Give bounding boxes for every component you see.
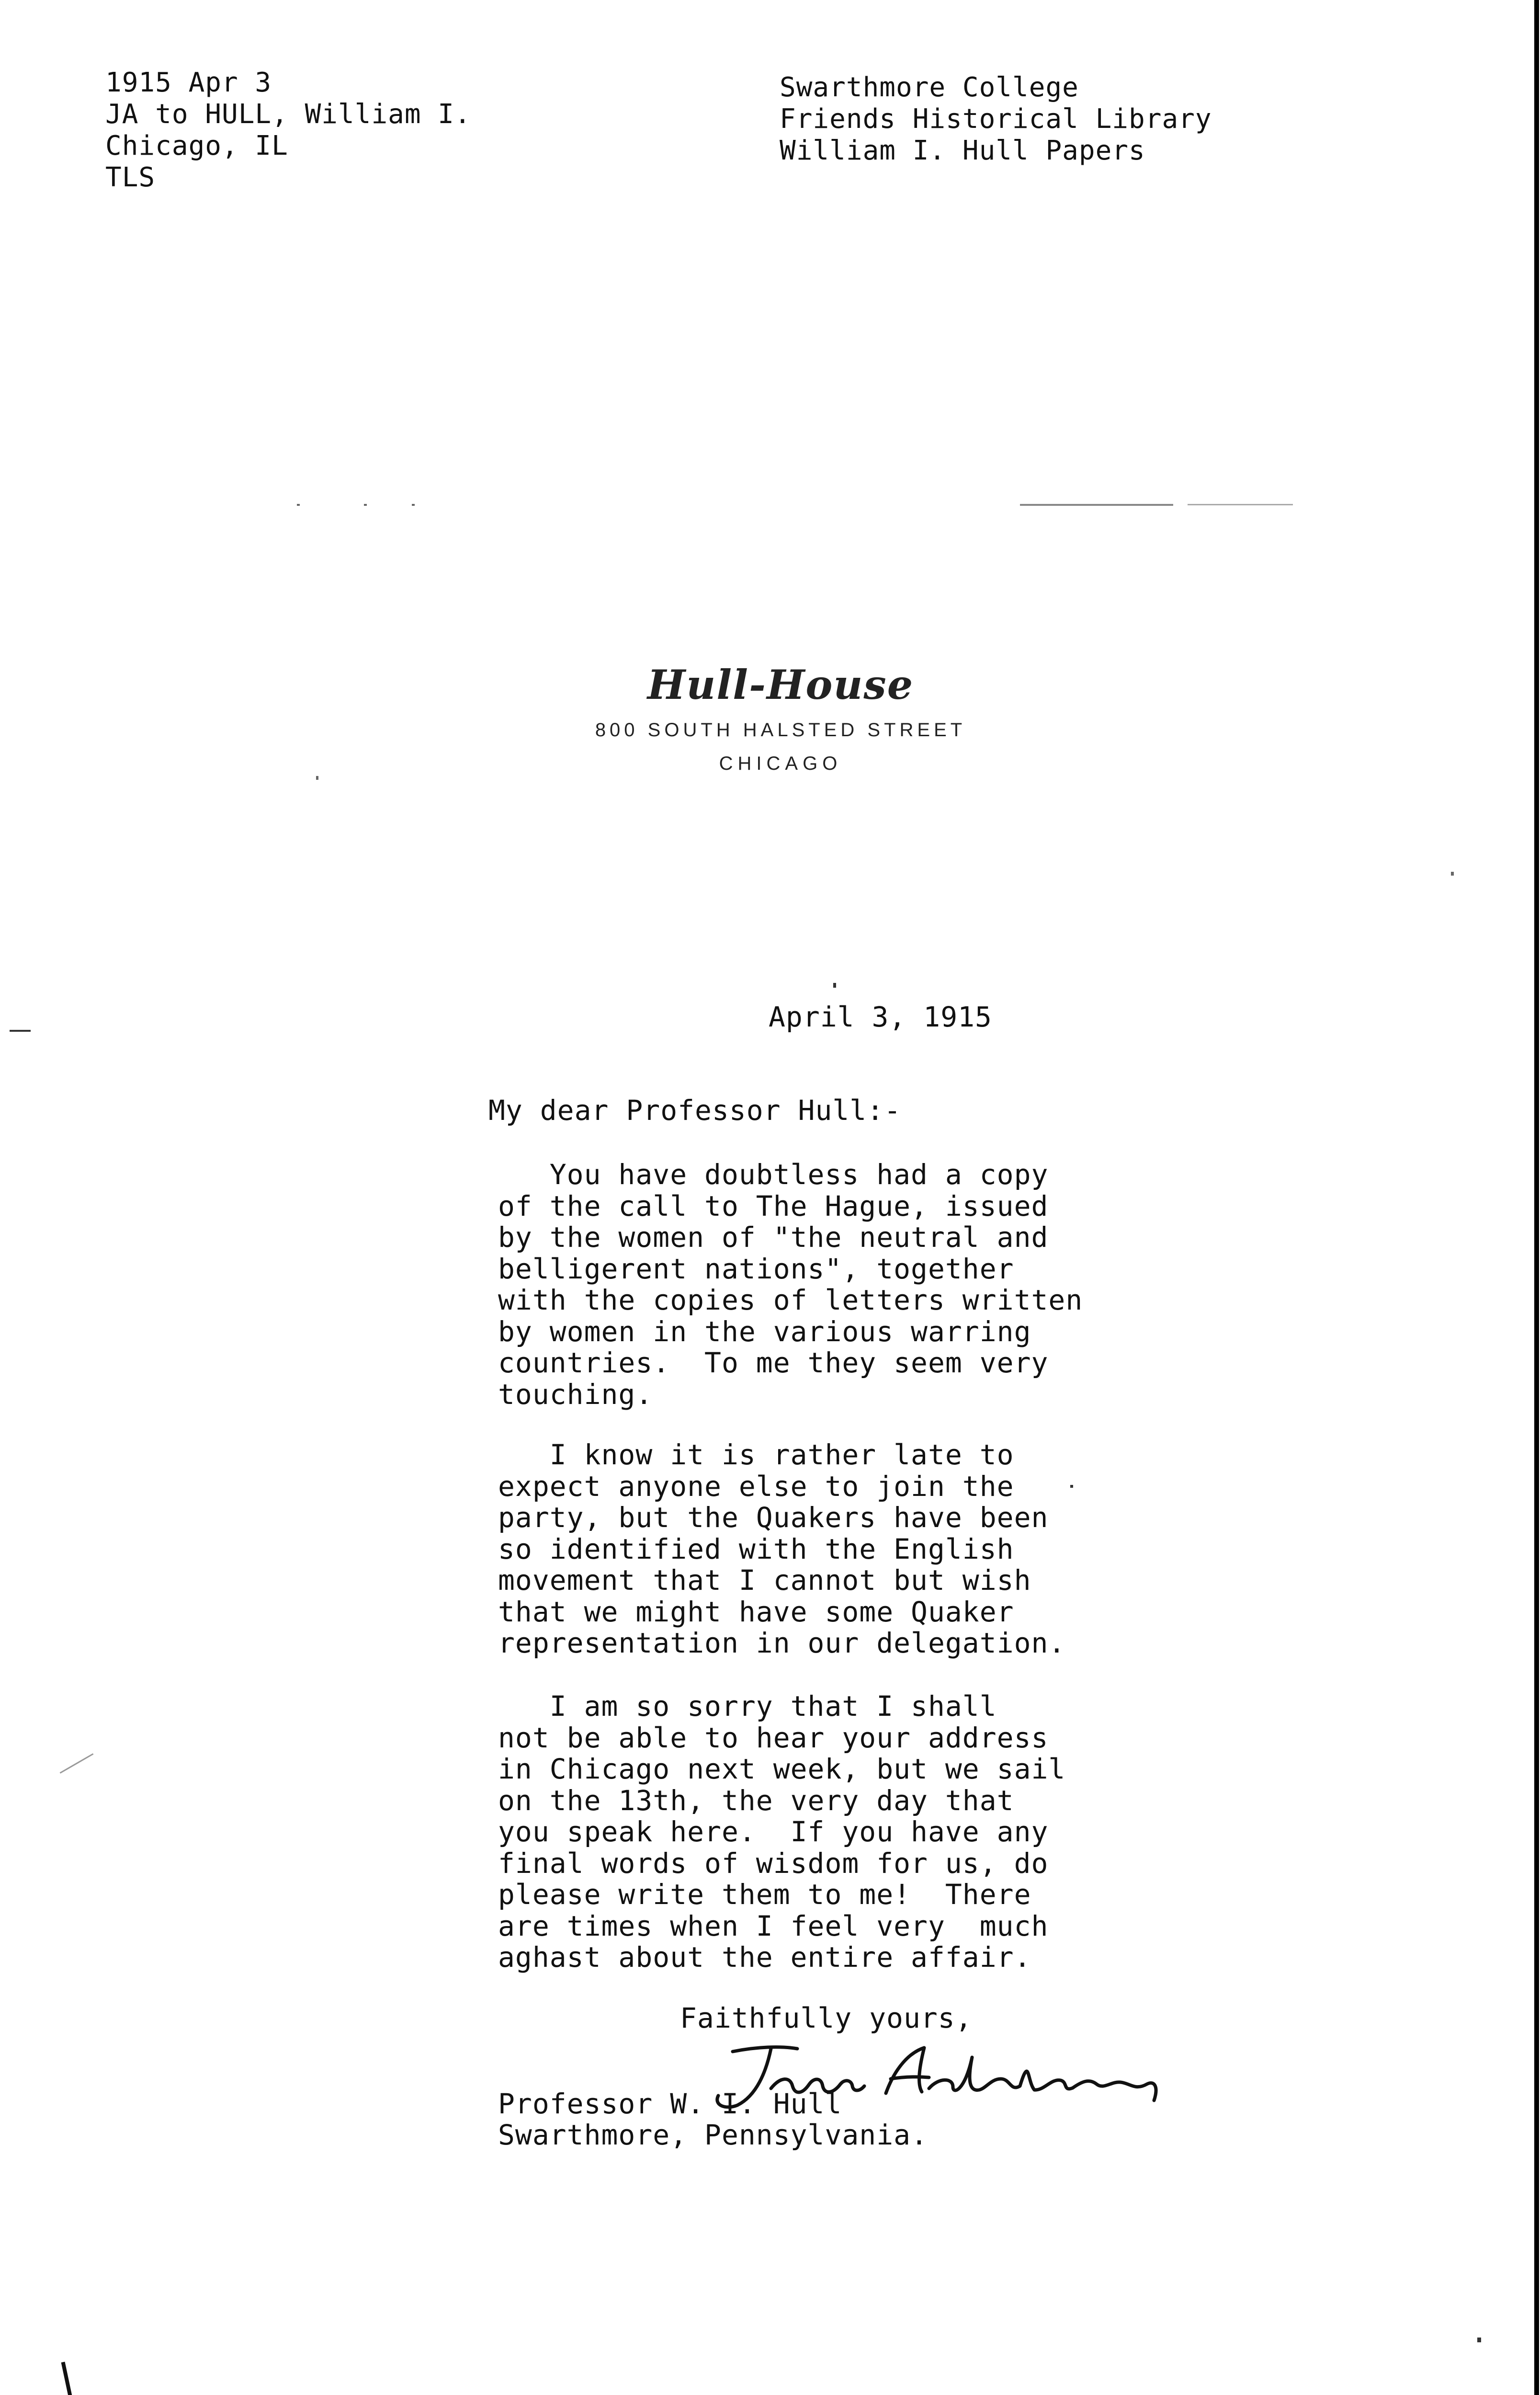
paragraph-line: touching.	[498, 1378, 653, 1411]
letter-date: April 3, 1915	[769, 1001, 992, 1033]
addressee-location: Swarthmore, Pennsylvania.	[498, 2119, 928, 2151]
paragraph-line: of the call to The Hague, issued	[498, 1189, 1049, 1222]
paragraph-line: with the copies of letters written	[498, 1284, 1083, 1316]
letter-paragraph-2	[498, 1439, 1168, 1659]
scan-artifact	[10, 1030, 31, 1032]
paragraph-line: belligerent nations", together	[498, 1252, 1014, 1285]
letterhead-street: 800 SOUTH HALSTED STREET	[595, 719, 966, 741]
paragraph-line: party, but the Quakers have been	[498, 1501, 1049, 1534]
scan-artifact	[297, 504, 300, 506]
paragraph-line: please write them to me! There	[498, 1878, 1031, 1911]
paragraph-line: so identified with the English	[498, 1532, 1014, 1565]
paragraph-line: by the women of "the neutral and	[498, 1221, 1049, 1254]
paragraph-line: representation in our delegation.	[498, 1627, 1066, 1659]
letter-paragraph-3	[498, 1691, 1168, 1973]
catalog-collection: William I. Hull Papers	[780, 135, 1145, 166]
catalog-type: TLS	[105, 162, 156, 193]
paragraph-line: on the 13th, the very day that	[498, 1784, 1014, 1817]
paragraph-line: I know it is rather late to	[498, 1438, 1014, 1471]
paragraph-line: movement that I cannot but wish	[498, 1564, 1031, 1597]
paragraph-line: aghast about the entire affair.	[498, 1941, 1031, 1973]
letter-paragraph-1	[498, 1159, 1168, 1410]
paragraph-line: you speak here. If you have any	[498, 1815, 1049, 1848]
catalog-place: Chicago, IL	[105, 130, 288, 161]
scan-artifact	[1451, 872, 1454, 876]
paragraph-line: expect anyone else to join the	[498, 1470, 1014, 1503]
scan-artifact	[1020, 504, 1173, 506]
scan-artifact	[412, 504, 415, 506]
scan-artifact	[1070, 1485, 1073, 1488]
letter-addressee	[498, 2088, 928, 2151]
catalog-correspondents: JA to HULL, William I.	[105, 99, 471, 130]
letter-salutation: My dear Professor Hull:-	[488, 1094, 902, 1127]
letterhead-city: CHICAGO	[719, 753, 842, 774]
scan-artifact	[1188, 504, 1293, 505]
paragraph-line: by women in the various warring	[498, 1315, 1031, 1348]
paragraph-line: You have doubtless had a copy	[498, 1158, 1049, 1191]
paragraph-line: not be able to hear your address	[498, 1721, 1049, 1754]
catalog-date: 1915 Apr 3	[105, 67, 272, 98]
paragraph-line: in Chicago next week, but we sail	[498, 1753, 1066, 1785]
paragraph-line: are times when I feel very much	[498, 1909, 1049, 1942]
letterhead-name: Hull-House	[647, 661, 914, 708]
letterhead	[565, 661, 996, 777]
catalog-metadata-right	[780, 72, 1212, 167]
paragraph-line: countries. To me they seem very	[498, 1346, 1049, 1379]
scan-artifact	[1477, 2338, 1481, 2342]
catalog-metadata-left	[105, 67, 471, 194]
addressee-name: Professor W. I. Hull	[498, 2087, 842, 2120]
paragraph-line: I am so sorry that I shall	[498, 1690, 997, 1722]
scan-artifact	[833, 983, 836, 988]
scan-artifact	[316, 776, 318, 780]
scan-artifact	[364, 504, 367, 506]
catalog-institution: Swarthmore College	[780, 72, 1079, 103]
paragraph-line: final words of wisdom for us, do	[498, 1847, 1049, 1880]
paragraph-line: that we might have some Quaker	[498, 1595, 1014, 1628]
letter-closing: Faithfully yours,	[680, 2002, 973, 2034]
catalog-library: Friends Historical Library	[780, 103, 1212, 135]
